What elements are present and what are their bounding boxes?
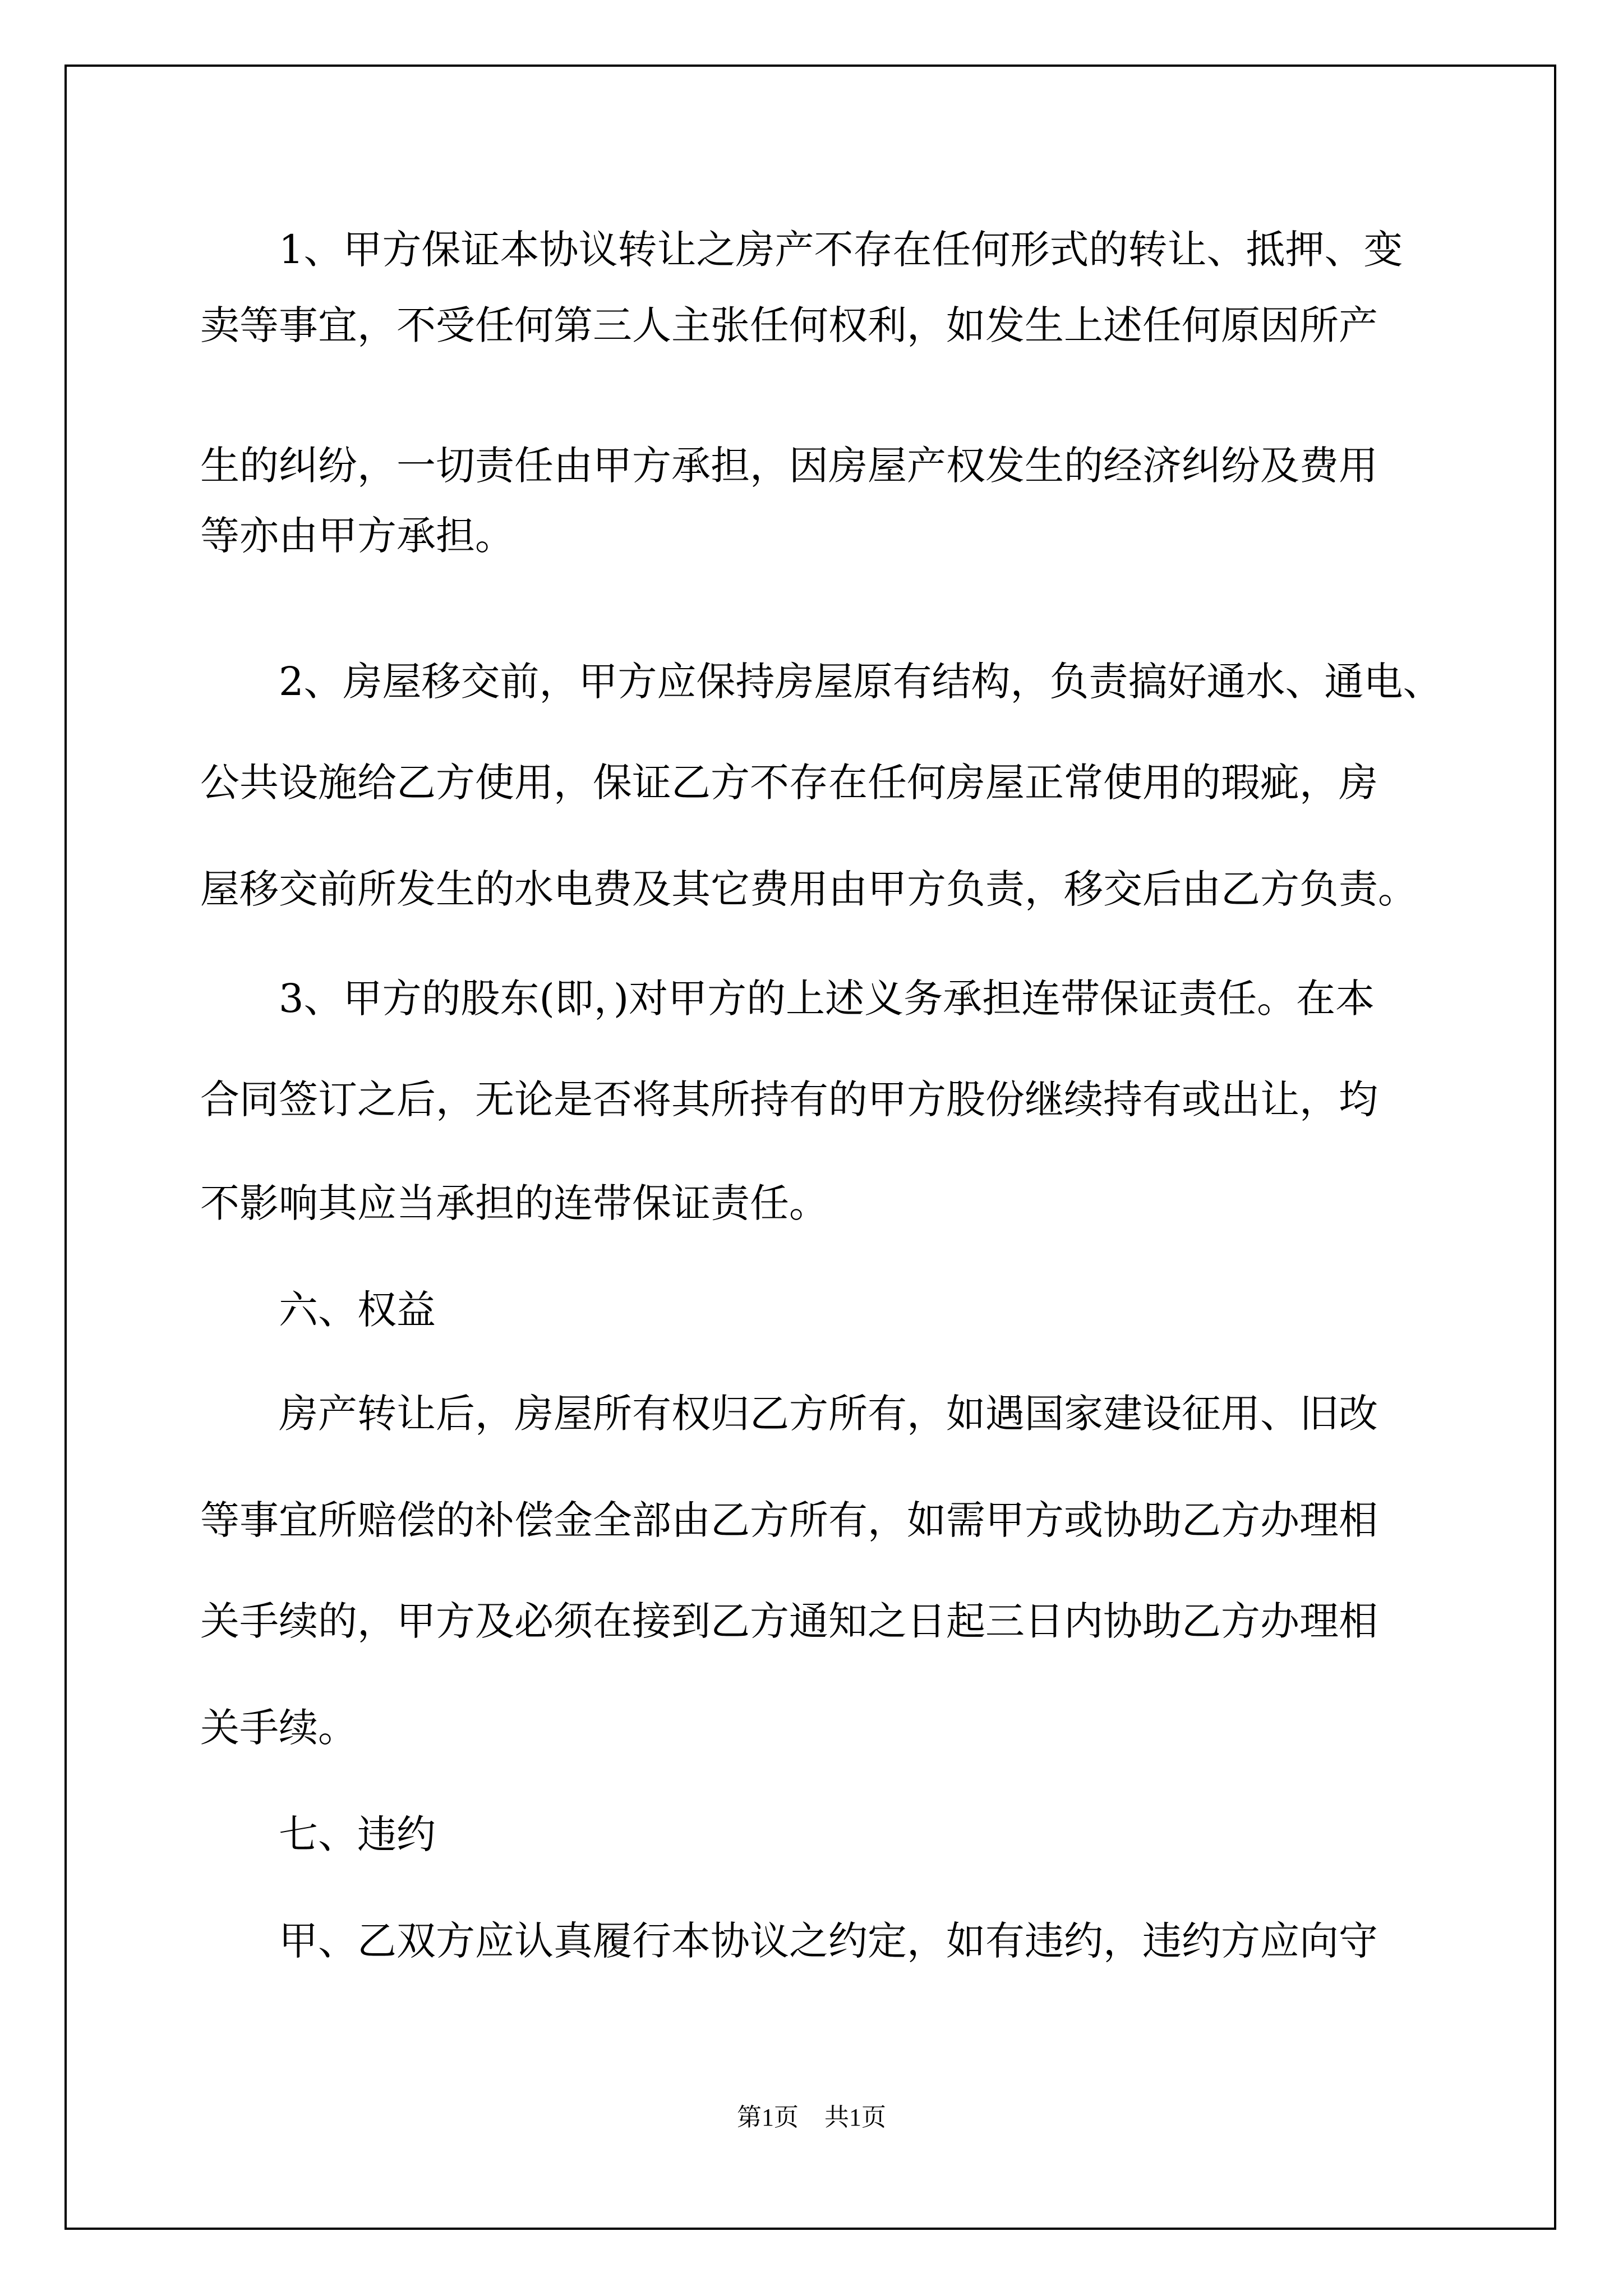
section-heading-breach: 七、违约 <box>279 1811 436 1857</box>
paragraph-1-line-1: 1、甲方保证本协议转让之房产不存在任何形式的转让、抵押、变 <box>279 227 1403 273</box>
paragraph-3-line-1: 3、甲方的股东(即，)对甲方的上述义务承担连带保证责任。在本 <box>279 976 1375 1022</box>
section-heading-rights: 六、权益 <box>279 1287 436 1333</box>
paragraph-3-line-3: 不影响其应当承担的连带保证责任。 <box>200 1180 828 1226</box>
paragraph-4-line-2: 等事宜所赔偿的补偿金全部由乙方所有，如需甲方或协助乙方办理相 <box>200 1497 1378 1543</box>
paragraph-1-line-2: 卖等事宜，不受任何第三人主张任何权利，如发生上述任何原因所产 <box>200 302 1378 348</box>
paragraph-4-line-4: 关手续。 <box>200 1705 357 1751</box>
paragraph-1-line-4: 等亦由甲方承担。 <box>200 513 514 559</box>
paragraph-2-line-1: 2、房屋移交前，甲方应保持房屋原有结构，负责搞好通水、通电、 <box>279 659 1442 705</box>
paragraph-4-line-1: 房产转让后，房屋所有权归乙方所有，如遇国家建设征用、旧改 <box>279 1391 1378 1437</box>
paragraph-4-line-3: 关手续的，甲方及必须在接到乙方通知之日起三日内协助乙方办理相 <box>200 1598 1378 1644</box>
page-frame <box>64 65 1556 2230</box>
page-number-current: 第1页 <box>737 2104 799 2131</box>
page-number-total: 共1页 <box>824 2104 886 2131</box>
paragraph-2-line-3: 屋移交前所发生的水电费及其它费用由甲方负责，移交后由乙方负责。 <box>200 866 1417 912</box>
page-footer <box>0 2097 1623 2133</box>
paragraph-1-line-3: 生的纠纷，一切责任由甲方承担，因房屋产权发生的经济纠纷及费用 <box>200 443 1378 489</box>
paragraph-2-line-2: 公共设施给乙方使用，保证乙方不存在任何房屋正常使用的瑕疵，房 <box>200 760 1378 806</box>
paragraph-5-line-1: 甲、乙双方应认真履行本协议之约定，如有违约，违约方应向守 <box>279 1918 1378 1964</box>
paragraph-3-line-2: 合同签订之后，无论是否将其所持有的甲方股份继续持有或出让，均 <box>200 1076 1378 1122</box>
